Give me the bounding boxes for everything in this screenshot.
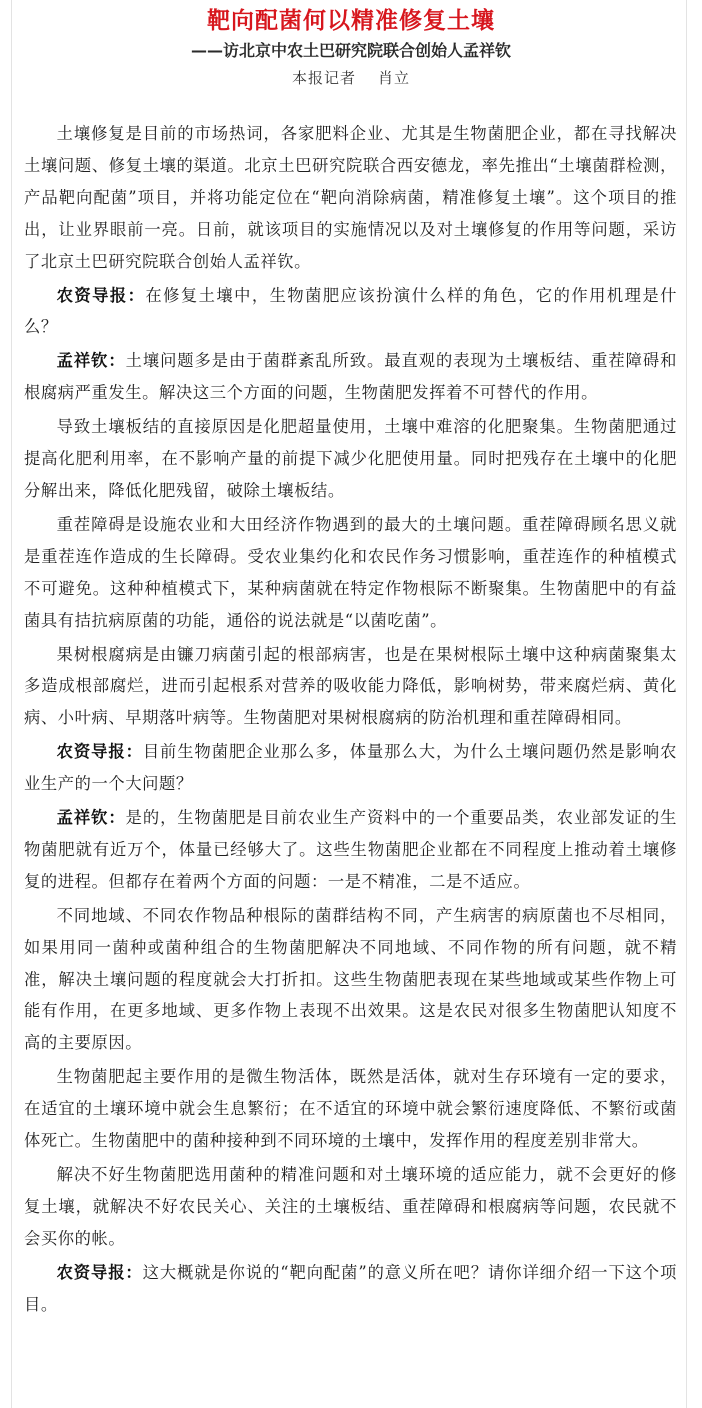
article-headline: 靶向配菌何以精准修复土壤 [207, 8, 495, 34]
paragraph-text: 果树根腐病是由镰刀病菌引起的根部病害，也是在果树根际土壤中这种病菌聚集太多造成根部腐烂，进而引起根系对营养的吸收能力降低，影响树势，带来腐烂病、黄化病、小叶病、早期落叶病等。生物菌肥对果树根腐病的防治机理和重茬障碍相同。 [24, 644, 677, 728]
paragraph [24, 1257, 677, 1321]
paragraph-text: 不同地域、不同农作物品种根际的菌群结构不同，产生病害的病原菌也不尽相同，如果用同一菌种或菌种组合的生物菌肥解决不同地域、不同作物的所有问题，就不精准，解决土壤问题的程度就会大打折扣。这些生物菌肥表现在某些地域或某些作物上可能有作用，在更多地域、更多作物上表现不出效果。这是农民对很多生物菌肥认知度不高的主要原因。 [24, 905, 677, 1053]
paragraph [24, 1061, 677, 1157]
paragraph-text: 在修复土壤中，生物菌肥应该扮演什么样的角色，它的作用机理是什么？ [24, 285, 677, 337]
paragraph [24, 411, 677, 507]
paragraph [24, 900, 677, 1060]
paragraph [24, 736, 677, 800]
paragraph [24, 639, 677, 735]
speaker-label: 农资导报： [56, 742, 143, 762]
paragraph [24, 118, 677, 278]
article-body [24, 118, 677, 1323]
speaker-label: 农资导报： [56, 285, 146, 305]
paragraph [24, 345, 677, 409]
paragraph-text: 土壤修复是目前的市场热词，各家肥料企业、尤其是生物菌肥企业，都在寻找解决土壤问题、修复土壤的渠道。北京土巴研究院联合西安德龙，率先推出“土壤菌群检测，产品靶向配菌”项目，并将功能定位在“靶向消除病菌，精准修复土壤”。这个项目的推出，让业界眼前一亮。日前，就该项目的实施情况以及对土壤修复的作用等问题，采访了北京土巴研究院联合创始人孟祥钦。 [24, 124, 677, 271]
paragraph [24, 509, 677, 637]
article-subhead: ——访北京中农土巴研究院联合创始人孟祥钦 [190, 41, 511, 60]
speaker-label: 孟祥钦： [56, 808, 126, 828]
paragraph [24, 280, 677, 344]
article-byline [0, 68, 702, 88]
paragraph-text: 解决不好生物菌肥选用菌种的精准问题和对土壤环境的适应能力，就不会更好的修复土壤，就解决不好农民关心、关注的土壤板结、重茬障碍和根腐病等问题，农民就不会买你的帐。 [24, 1165, 677, 1248]
paragraph-text: 生物菌肥起主要作用的是微生物活体，既然是活体，就对生存环境有一定的要求，在适宜的土壤环境中就会生息繁衍；在不适宜的环境中就会繁衍速度降低、不繁衍或菌体死亡。生物菌肥中的菌种接种到不同环境的土壤中，发挥作用的程度差别非常大。 [24, 1067, 677, 1151]
paragraph [24, 802, 677, 898]
paragraph [24, 1159, 677, 1255]
paragraph-text: 这大概就是你说的“靶向配菌”的意义所在吧？请你详细介绍一下这个项目。 [24, 1262, 677, 1314]
paragraph-text: 目前生物菌肥企业那么多，体量那么大，为什么土壤问题仍然是影响农业生产的一个大问题？ [24, 742, 677, 794]
byline-name: 肖立 [378, 69, 411, 87]
paragraph-text: 导致土壤板结的直接原因是化肥超量使用，土壤中难溶的化肥聚集。生物菌肥通过提高化肥利用率，在不影响产量的前提下减少化肥使用量。同时把残存在土壤中的化肥分解出来，降低化肥残留，破除土壤板结。 [24, 417, 677, 500]
paragraph-text: 是的，生物菌肥是目前农业生产资料中的一个重要品类，农业部发证的生物菌肥就有近万个，体量已经够大了。这些生物菌肥企业都在不同程度上推动着土壤修复的进程。但都存在着两个方面的问题：一是不精准，二是不适应。 [24, 808, 677, 891]
speaker-label: 孟祥钦： [56, 351, 126, 371]
byline-role: 本报记者 [291, 69, 356, 87]
speaker-label: 农资导报： [56, 1262, 143, 1282]
paragraph-text: 重茬障碍是设施农业和大田经济作物遇到的最大的土壤问题。重茬障碍顾名思义就是重茬连作造成的生长障碍。受农业集约化和农民作务习惯影响，重茬连作的种植模式不可避免。这种种植模式下，某种病菌就在特定作物根际不断聚集。生物菌肥中的有益菌具有拮抗病原菌的功能，通俗的说法就是“以菌吃菌”。 [24, 514, 677, 630]
paragraph-text: 土壤问题多是由于菌群紊乱所致。最直观的表现为土壤板结、重茬障碍和根腐病严重发生。解决这三个方面的问题，生物菌肥发挥着不可替代的作用。 [24, 351, 677, 403]
